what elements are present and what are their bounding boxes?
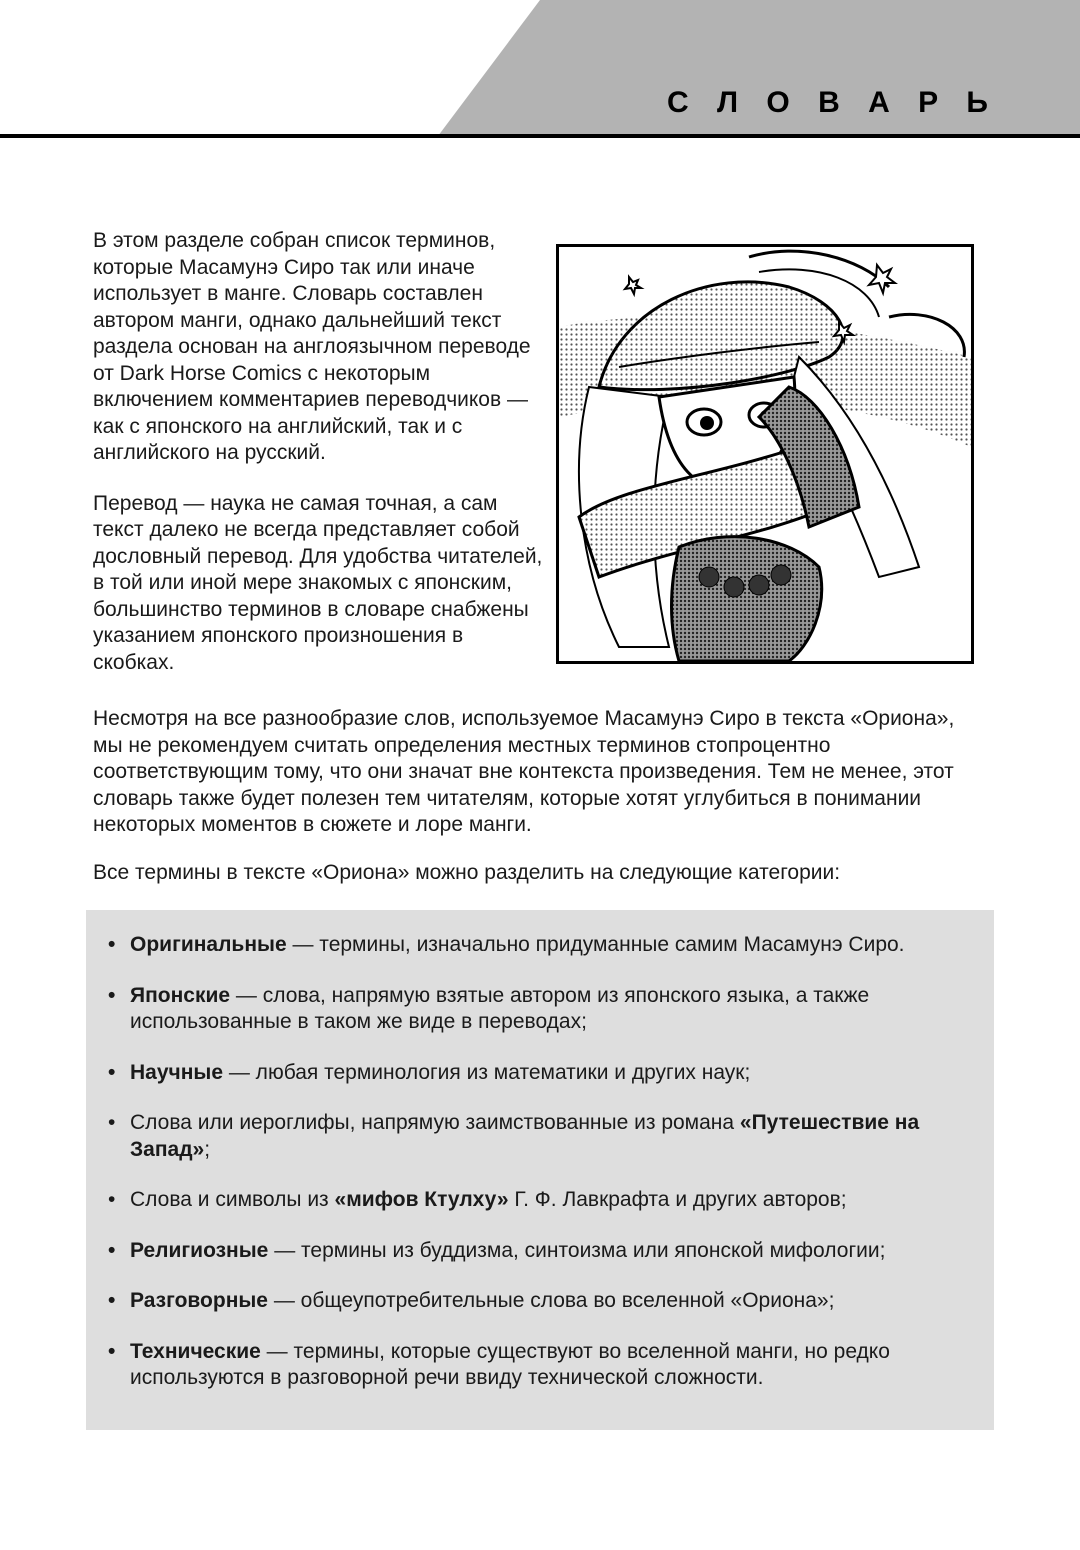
category-description: — термины, изначально придуманные самим Масамунэ Сиро.	[286, 933, 905, 956]
category-term: Оригинальные	[130, 933, 287, 956]
category-description: — любая терминология из математики и других наук;	[223, 1060, 751, 1084]
category-item	[108, 1288, 964, 1315]
categories-lead: Все термины в тексте «Ориона» можно разделить на следующие категории:	[93, 861, 841, 884]
category-description: Г. Ф. Лавкрафта и других авторов;	[508, 1188, 847, 1211]
intro-paragraph-1: В этом разделе собран список терминов, которые Масамунэ Сиро так или иначе использует в манге. Словарь составлен автором манги, однако дальнейший текст раздела основан на англоязычном переводе от Dark Horse Comics с некоторым включением комментариев переводчиков — как с японского на английский, так и с английского на русский.	[93, 229, 531, 464]
categories-list	[108, 932, 964, 1392]
manga-character-drawing	[559, 247, 971, 661]
category-description: — общеупотребительные слова во вселенной «Ориона»;	[268, 1289, 835, 1312]
bullet-icon: •	[108, 983, 116, 1007]
category-item	[108, 1110, 964, 1163]
manga-illustration	[556, 244, 974, 664]
intro-paragraph-2: Перевод — наука не самая точная, а сам текст далеко не всегда представляет собой дословный перевод. Для удобства читателей, в той или иной мере знакомых с японским, большинство терминов в словаре снабжены указанием японского произношения в скобках.	[93, 491, 543, 674]
bullet-icon: •	[108, 1111, 116, 1134]
category-item	[108, 1238, 964, 1265]
category-term: Технические	[130, 1339, 261, 1363]
category-description: — термины, которые существуют во вселенной манги, но редко используются в разговорной речи ввиду технической сложности.	[130, 1339, 890, 1389]
category-term: Японские	[130, 983, 231, 1007]
category-description: — термины из буддизма, синтоизма или японской мифологии;	[268, 1238, 886, 1262]
bullet-icon: •	[108, 1289, 116, 1312]
bullet-icon: •	[108, 1060, 116, 1084]
category-term: «мифов Ктулху»	[334, 1188, 509, 1211]
body-paragraph-3: Несмотря на все разнообразие слов, используемое Масамунэ Сиро в текста «Ориона», мы не рекомендуем считать определения местных терминов стопроцентно соответствующим тому, что они значат вне контекста произведения. Тем не менее, этот словарь также будет полезен тем читателям, которые хотят углубиться в понимании некоторых моментов в сюжете и лоре манги.	[93, 707, 955, 836]
category-pre: Слова или иероглифы, напрямую заимствованные из романа	[130, 1111, 740, 1134]
category-term: Научные	[130, 1060, 224, 1084]
category-item	[108, 983, 964, 1036]
category-description: — слова, напрямую взятые автором из японского языка, а также использованные в таком же виде в переводах;	[130, 983, 870, 1033]
bullet-icon: •	[108, 1188, 116, 1211]
bullet-icon: •	[108, 1339, 116, 1363]
category-item	[108, 932, 964, 959]
categories-box	[86, 910, 994, 1430]
category-item	[108, 1060, 964, 1087]
category-item	[108, 1339, 964, 1392]
category-term: «Путешествие на Запад»	[130, 1111, 920, 1161]
page-title: С Л О В А Р Ь	[667, 86, 998, 119]
bullet-icon: •	[108, 933, 116, 956]
category-item	[108, 1187, 964, 1214]
bullet-icon: •	[108, 1238, 116, 1262]
header-band	[0, 0, 1080, 140]
header-rule	[0, 134, 1080, 138]
category-pre: Слова и символы из	[130, 1188, 335, 1211]
explanation-text	[93, 706, 988, 839]
category-term: Религиозные	[130, 1238, 269, 1262]
intro-text	[93, 228, 543, 700]
category-term: Разговорные	[130, 1289, 268, 1312]
category-description: ;	[204, 1137, 211, 1161]
